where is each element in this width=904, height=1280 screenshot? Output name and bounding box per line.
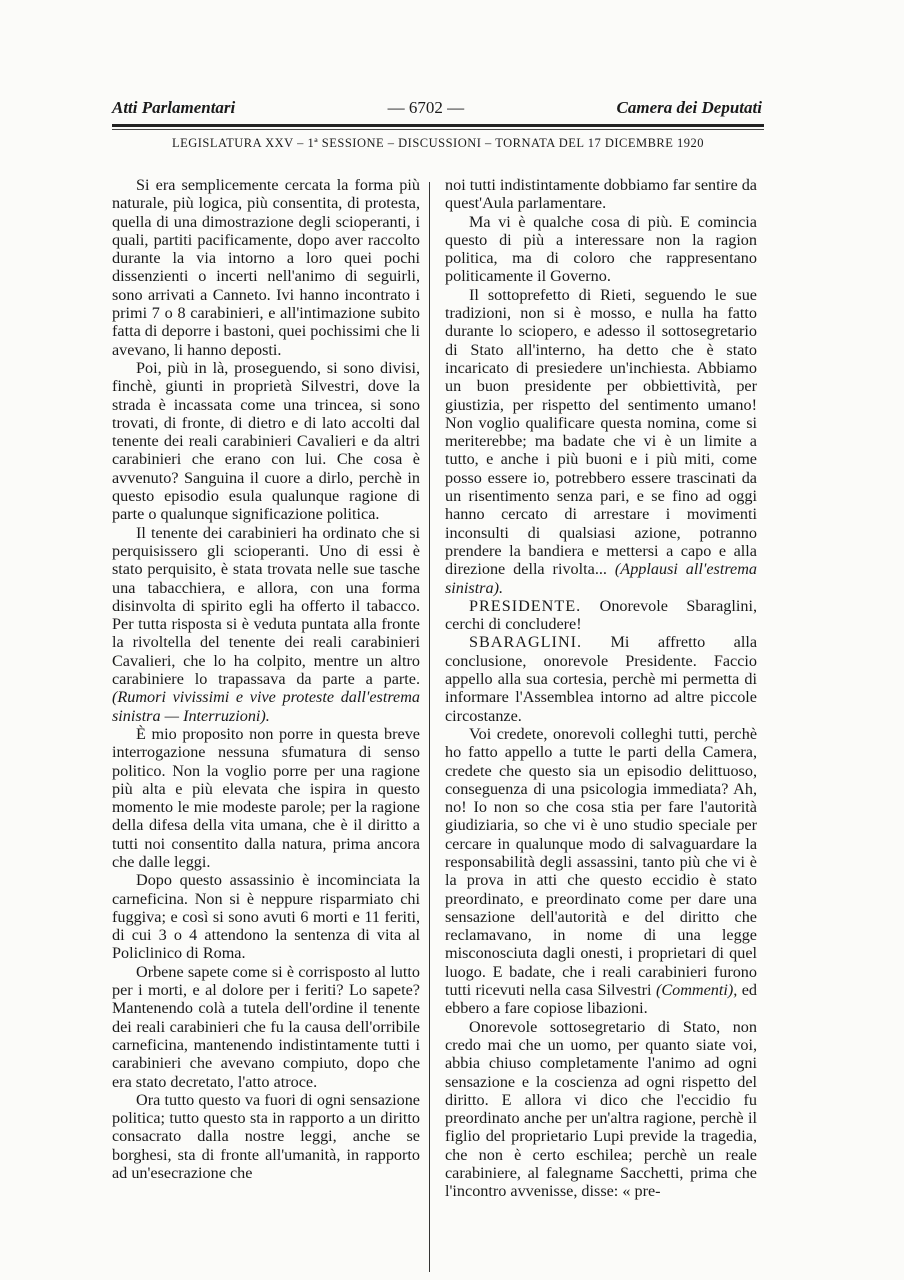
paragraph-text: Il sottoprefetto di Rieti, seguendo le sue tradizioni, non si è mosso, e nulla ha fatto durante lo sciopero, e adesso il sottosegretario di Stato all'interno, ha detto che è stato incaricato di presiedere un'inchiesta. Abbiamo un buon presidente per obbiettività, per giustizia, per rispetto del sentimento umano! Non voglio qualificare questa nomina, come si meriterebbe; ma badate che vi è un limite a tutto, e anche i più buoni e i più miti, come posso essere io, potrebbero essere trascinati da un risentimento senza pari, e se fino ad oggi hanno cercato di arrestare i movimenti inconsulti di qualsiasi azione, potranno prendere la bandiera e mettersi a capo e alla direzione della rivolta... [445, 285, 757, 579]
paragraph [445, 286, 757, 597]
stage-direction: (Rumori vivissimi e vive proteste dall'estrema sinistra — Interruzioni). [112, 688, 420, 725]
header-right-title: Camera dei Deputati [616, 98, 762, 117]
header-rule-thick [112, 124, 764, 127]
paragraph-text: Voi credete, onorevoli colleghi tutti, perchè ho fatto appello a tutte le parti della Camera, credete che questo sia un episodio delittuoso, conseguenza di una psicologia immediata? Ah, no! Io non so che cosa stia per fare l'autorità giudiziaria, so che vi è uno studio speciale per cercare in qualunque modo di salvaguardare la responsabilità degli assassini, tanto più che vi è la prova in atti che questo eccidio è stato preordinato, e preordinato come per dare una sensazione dell'autorità e del diritto che reclamavano, in nome di una legge misconosciuta dagli onesti, i proprietari di quel luogo. E badate, che i reali carabinieri furono tutti ricevuti nella casa Silvestri [445, 724, 757, 1000]
paragraph: Orbene sapete come si è corrisposto al lutto per i morti, e al dolore per i feriti? Lo sapete? Mantenendo colà a tutela dell'ordine il tenente dei reali carabinieri che fu la causa dell'orribile carneficina, mantenendo indistintamente tutti i carabinieri che avevano compiuto, dopo che era stato decretato, l'atto atroce. [112, 962, 420, 1091]
paragraph [445, 633, 757, 724]
header-rule-thin [112, 129, 764, 130]
paragraph: Onorevole sottosegretario di Stato, non credo mai che un uomo, per quanto siate voi, abbia chiuso completamente l'animo ad ogni sensazione e la coscienza ad ogni rispetto del diritto. E allora vi dico che l'eccidio fu preordinato anche per un'altra ragione, perchè il figlio del proprietario Lupi previde la tragedia, che non è certo eschilea; perchè un reale carabiniere, al falegname Sacchetti, prima che l'incontro avvenisse, disse: « pre- [445, 1017, 757, 1201]
header-left-title: Atti Parlamentari [112, 98, 236, 117]
page-header [112, 98, 762, 122]
right-column [445, 176, 757, 1201]
paragraph-text: Il tenente dei carabinieri ha ordinato che si perquisissero gli scioperanti. Uno di essi è stato perquisito, è stata trovata nelle sue tasche una tabacchiera, e allora, con una forma disinvolta di spirito egli ha offerto il tabacco. Per tutta risposta si è veduta puntata alla fronte la rivoltella del tenente dei reali carabinieri Cavalieri, che lo ha colpito, mentre un altro carabiniere lo trapassava da parte a parte. [112, 523, 420, 689]
stage-direction: (Applausi all'estrema sinistra). [445, 560, 758, 597]
paragraph: Ma vi è qualche cosa di più. E comincia questo di più a interessare non la ragion politica, ma di coloro che rappresentano politicamente il Governo. [445, 212, 757, 286]
paragraph: Poi, più in là, proseguendo, si sono divisi, finchè, giunti in proprietà Silvestri, dove la strada è incassata come una trincea, si sono trovati, di fronte, di dietro e di lato accolti dal tenente dei reali carabinieri Cavalieri e da altri carabinieri che erano con lui. Che cosa è avvenuto? Sanguina il cuore a dirlo, perchè in questo episodio esula qualunque ragione di parte o qualunque significazione politica. [112, 358, 420, 524]
paragraph [112, 524, 420, 725]
speaker-name: PRESIDENTE. [469, 596, 582, 615]
column-divider [429, 182, 430, 1272]
speaker-name: SBARAGLINI. [469, 633, 583, 652]
paragraph: È mio proposito non porre in questa breve interrogazione nessuna sfumatura di senso politico. Non la voglio porre per una ragione più alta e più elevata che ispira in questo momento le mie modeste parole; per la ragione della difesa della vita umana, che è il diritto a tutti noi consentito dalla natura, prima ancora che dalle leggi. [112, 724, 420, 871]
paragraph [445, 597, 757, 634]
page-number: — 6702 — [387, 98, 465, 117]
left-column [112, 176, 420, 1182]
paragraph-text: ed ebbero a fare copiose libazioni. [445, 981, 758, 1018]
paragraph-text: Mi affretto alla conclusione, onorevole Presidente. Faccio appello alla sua cortesia, perchè mi permetta di informare l'Assemblea intorno ad altre piccole circostanze. [445, 633, 758, 725]
paragraph: Si era semplicemente cercata la forma più naturale, più logica, più consentita, di protesta, quella di una dimostrazione degli scioperanti, i quali, partiti pacificamente, dopo aver raccolto durante la via intorno a loro quei pochi dissenzienti o incerti nell'animo di seguirli, sono arrivati a Canneto. Ivi hanno incontrato i primi 7 o 8 carabinieri, e all'intimazione subito fatta di deporre i bastoni, quei pochissimi che li avevano, li hanno deposti. [112, 176, 420, 359]
stage-direction: (Commenti), [655, 981, 738, 1000]
paragraph: Ora tutto questo va fuori di ogni sensazione politica; tutto questo sta in rapporto a un diritto consacrato dalla nostre leggi, anche se borghesi, sta di fronte all'umanità, in rapporto ad un'esecrazione che [112, 1090, 420, 1183]
paragraph [445, 725, 757, 1018]
paragraph: Dopo questo assassinio è incominciata la carneficina. Non si è neppure risparmiato chi fuggiva; e così si sono avuti 6 morti e 11 feriti, di cui 3 o 4 attendono la sentenza di vita al Policlinico di Roma. [112, 871, 420, 963]
session-subheader: LEGISLATURA XXV – 1ª SESSIONE – DISCUSSIONI – TORNATA DEL 17 DICEMBRE 1920 [171, 136, 705, 150]
paragraph-text: Onorevole Sbaraglini, cerchi di concludere! [445, 596, 758, 634]
paragraph-continuation: noi tutti indistintamente dobbiamo far sentire da quest'Aula parlamentare. [445, 176, 757, 213]
